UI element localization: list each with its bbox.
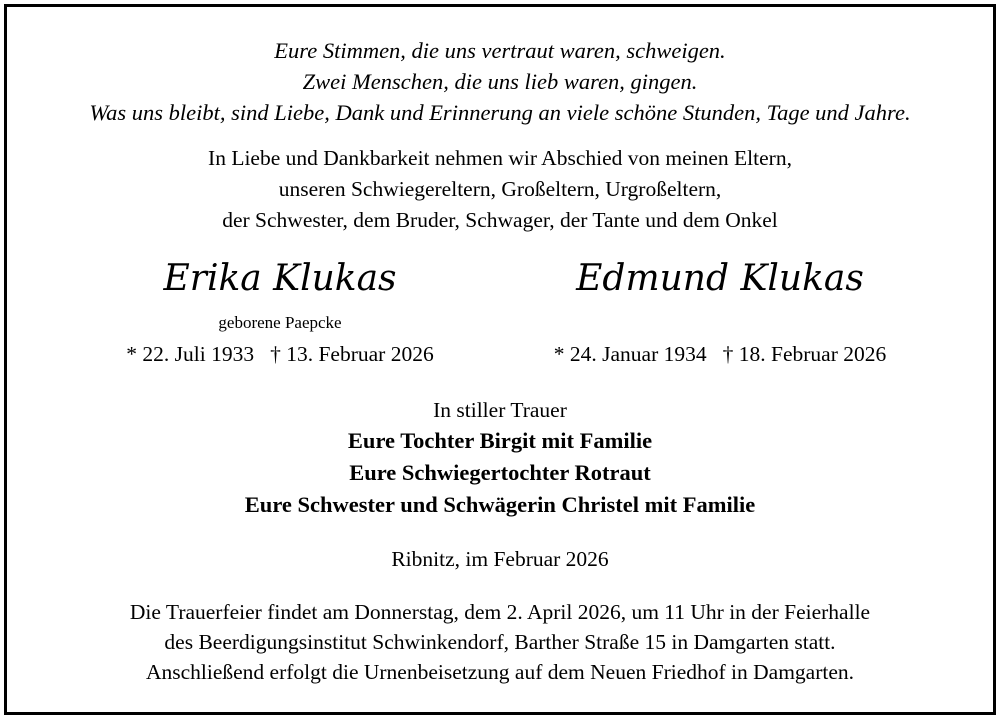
service-line: des Beerdigungsinstitut Schwinkendorf, Barther Straße 15 in Damgarten statt. xyxy=(164,630,836,654)
mourner-line: Eure Schwester und Schwägerin Christel mit Familie xyxy=(244,492,756,517)
intro-line: In Liebe und Dankbarkeit nehmen wir Abschied von meinen Eltern, xyxy=(208,146,792,170)
mourner-line: Eure Tochter Birgit mit Familie xyxy=(347,428,653,453)
deceased-name-erika: Erika Klukas xyxy=(163,258,397,299)
poem-line: Was uns bleibt, sind Liebe, Dank und Erinnerung an viele schöne Stunden, Tage und Jahre. xyxy=(89,100,911,125)
place-date: Ribnitz, im Februar 2026 xyxy=(391,547,609,571)
farewell-intro xyxy=(0,143,1000,236)
intro-line: der Schwester, dem Bruder, Schwager, der Tante und dem Onkel xyxy=(222,208,778,232)
death-date: † 18. Februar 2026 xyxy=(722,342,887,366)
mourning-intro: In stiller Trauer xyxy=(433,398,567,422)
service-details xyxy=(0,597,1000,687)
service-line: Anschließend erfolgt die Urnenbeisetzung auf dem Neuen Friedhof in Damgarten. xyxy=(145,660,855,684)
mourner-line: Eure Schwiegertochter Rotraut xyxy=(349,460,651,485)
birth-date: * 22. Juli 1933 xyxy=(126,342,255,366)
life-dates-edmund xyxy=(520,338,920,370)
memorial-poem xyxy=(0,35,1000,128)
mourners-list xyxy=(0,425,1000,521)
birth-date: * 24. Januar 1934 xyxy=(553,342,707,366)
life-dates-erika xyxy=(90,338,470,370)
death-date: † 13. Februar 2026 xyxy=(270,342,434,366)
maiden-name: geborene Paepcke xyxy=(218,313,342,332)
deceased-name-edmund: Edmund Klukas xyxy=(576,258,864,299)
intro-line: unseren Schwiegereltern, Großeltern, Urgroßeltern, xyxy=(278,177,722,201)
poem-line: Eure Stimmen, die uns vertraut waren, schweigen. xyxy=(274,38,726,63)
service-line: Die Trauerfeier findet am Donnerstag, dem 2. April 2026, um 11 Uhr in der Feierhalle xyxy=(129,600,871,624)
poem-line: Zwei Menschen, die uns lieb waren, gingen. xyxy=(302,69,698,94)
